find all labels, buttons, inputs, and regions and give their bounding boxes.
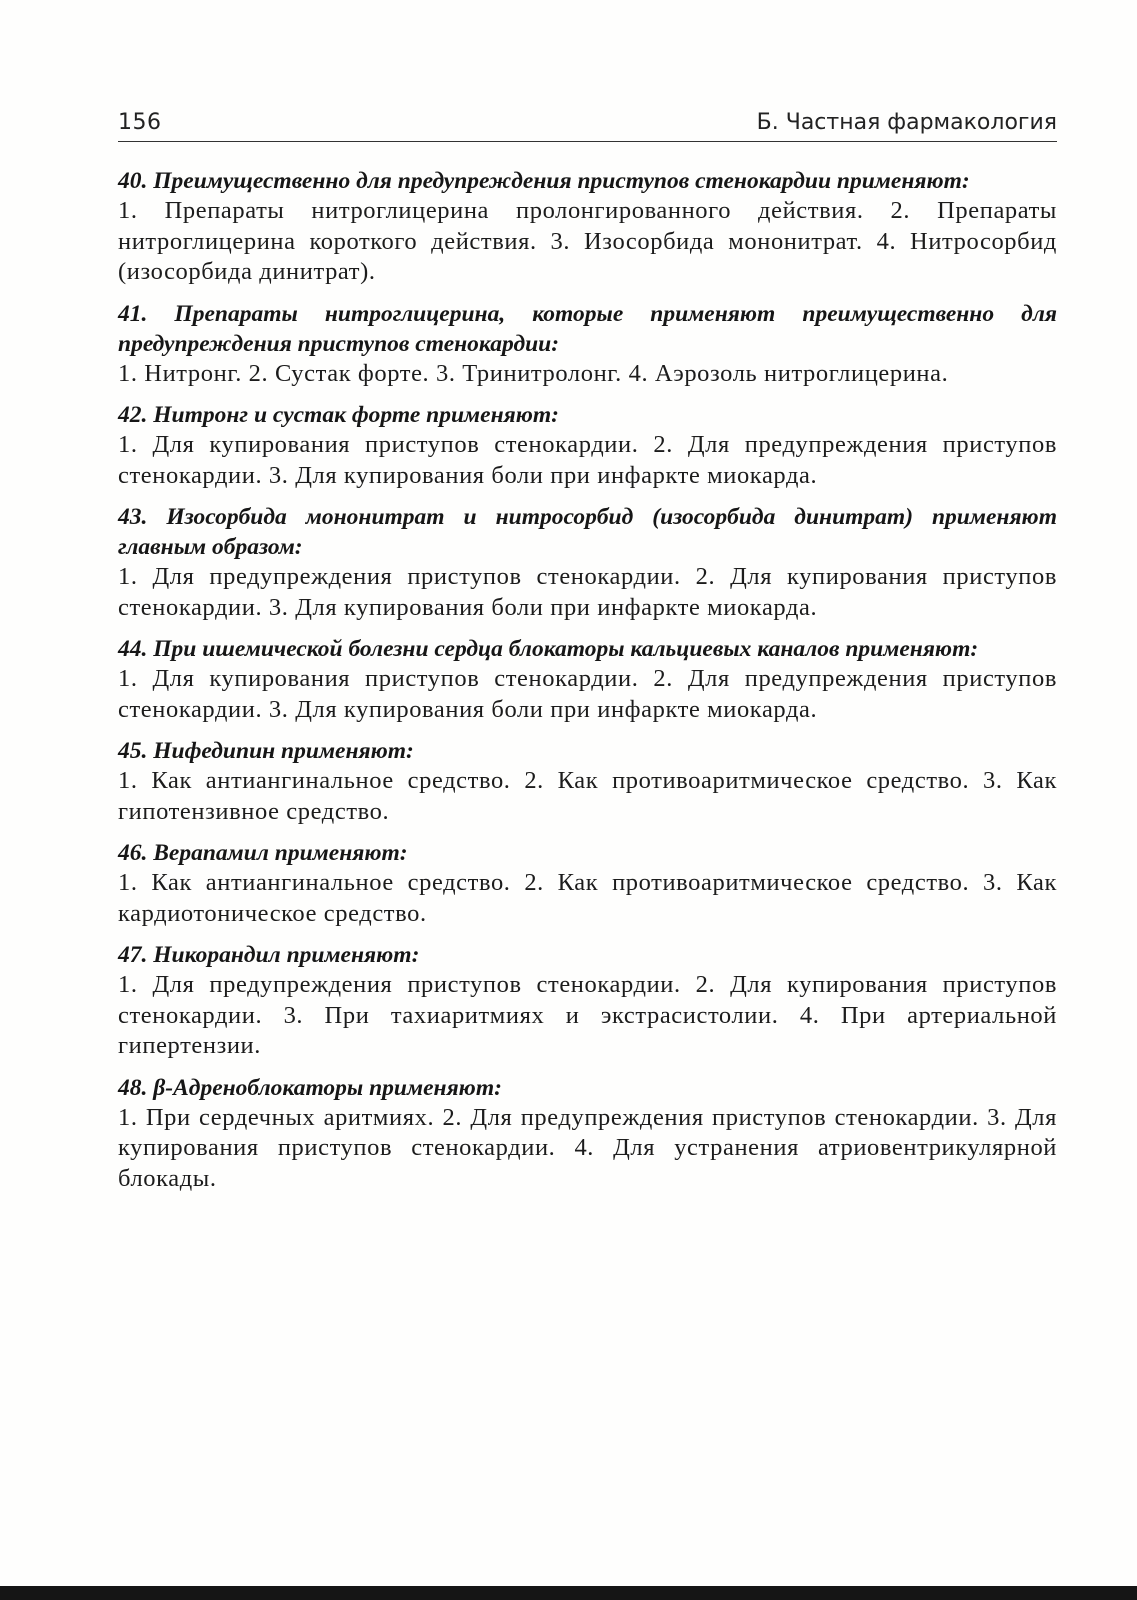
question-title: 44. При ишемической болезни сердца блокаторы кальциевых каналов применяют: — [118, 636, 979, 662]
question-item — [118, 400, 1057, 491]
answer-options: 1. Как антиангинальное средство. 2. Как противоаритмическое средство. 3. Как гипотензивное средство. — [118, 767, 1057, 825]
question-item — [118, 166, 1057, 288]
question-title: 41. Препараты нитроглицерина, которые применяют преимущественно для предупреждения приступов стенокардии: — [118, 300, 1057, 357]
question-title: 48. β-Адреноблокаторы применяют: — [118, 1074, 502, 1101]
question-title: 46. Верапамил применяют: — [118, 840, 408, 866]
question-title: 43. Изосорбида мононитрат и нитросорбид (изосорбида динитрат) применяют главным образом: — [118, 504, 1057, 560]
running-section-title: Б. Частная фармакология — [756, 110, 1057, 135]
question-list — [118, 166, 1057, 1194]
answer-options: 1. Препараты нитроглицерина пролонгированного действия. 2. Препараты нитроглицерина короткого действия. 3. Изосорбида мононитрат. 4. Нитросорбид (изосорбида динитрат). — [118, 197, 1057, 285]
answer-options: 1. Для купирования приступов стенокардии. 2. Для предупреждения приступов стенокардии. 3. Для купирования боли при инфаркте миокарда. — [118, 431, 1057, 489]
answer-options: 1. Для предупреждения приступов стенокардии. 2. Для купирования приступов стенокардии. 3. При тахиаритмиях и экстрасистолии. 4. При артериальной гипертензии. — [118, 971, 1057, 1059]
question-title: 47. Никорандил применяют: — [118, 942, 420, 968]
answer-options: 1. Нитронг. 2. Сустак форте. 3. Тринитролонг. 4. Аэрозоль нитроглицерина. — [118, 359, 949, 387]
question-item — [118, 940, 1057, 1062]
question-item — [118, 838, 1057, 929]
page-number: 156 — [118, 110, 162, 135]
answer-options: 1. Для купирования приступов стенокардии. 2. Для предупреждения приступов стенокардии. 3. Для купирования боли при инфаркте миокарда. — [118, 665, 1057, 723]
question-item — [118, 634, 1057, 725]
question-item — [118, 1073, 1057, 1195]
answer-options: 1. При сердечных аритмиях. 2. Для предупреждения приступов стенокардии. 3. Для купирования приступов стенокардии. 4. Для устранения атриовентрикулярной блокады. — [118, 1103, 1057, 1192]
question-title: 40. Преимущественно для предупреждения приступов стенокардии применяют: — [118, 168, 970, 194]
answer-options: 1. Для предупреждения приступов стенокардии. 2. Для купирования приступов стенокардии. 3. Для купирования боли при инфаркте миокарда. — [118, 563, 1057, 621]
answer-options: 1. Как антиангинальное средство. 2. Как противоаритмическое средство. 3. Как кардиотоническое средство. — [118, 869, 1057, 927]
page-header — [118, 110, 1057, 142]
question-item — [118, 299, 1057, 390]
question-item — [118, 736, 1057, 827]
question-title: 42. Нитронг и сустак форте применяют: — [118, 402, 559, 428]
question-title: 45. Нифедипин применяют: — [118, 738, 414, 764]
question-item — [118, 502, 1057, 623]
